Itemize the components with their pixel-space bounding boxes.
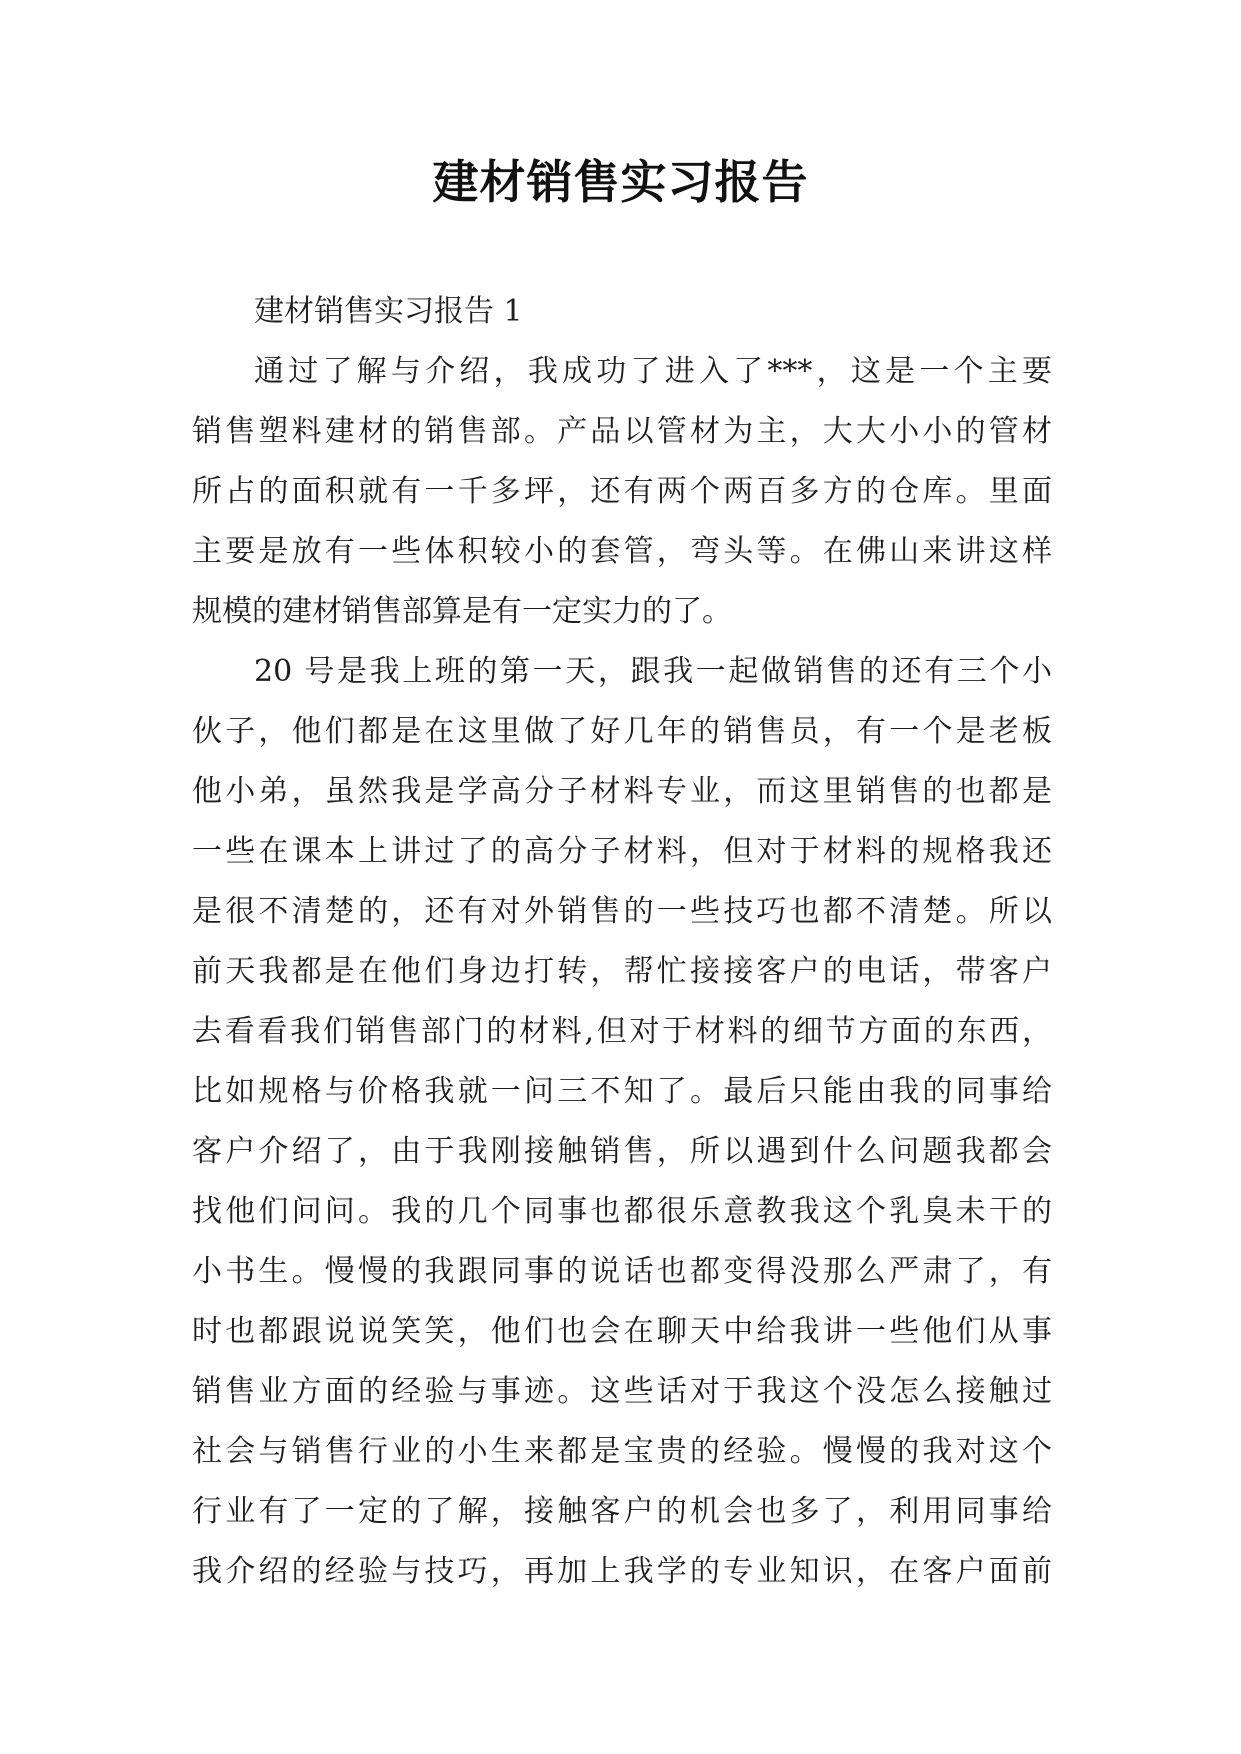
paragraph-line: 客户介绍了，由于我刚接触销售，所以遇到什么问题我都会: [192, 1134, 1052, 1169]
paragraph-line: 规模的建材销售部算是有一定实力的了。: [192, 594, 732, 629]
paragraph-line: 行业有了一定的了解，接触客户的机会也多了，利用同事给: [192, 1494, 1052, 1529]
paragraph-line: 他小弟，虽然我是学高分子材料专业，而这里销售的也都是: [192, 774, 1052, 809]
paragraph-line: 通过了解与介绍，我成功了进入了***，这是一个主要: [254, 354, 1052, 389]
paragraph-line: 销售业方面的经验与事迹。这些话对于我这个没怎么接触过: [192, 1374, 1052, 1409]
paragraph-line: 主要是放有一些体积较小的套管，弯头等。在佛山来讲这样: [192, 534, 1052, 569]
paragraph-line: 时也都跟说说笑笑，他们也会在聊天中给我讲一些他们从事: [192, 1314, 1052, 1349]
paragraph-line: 是很不清楚的，还有对外销售的一些技巧也都不清楚。所以: [192, 894, 1052, 929]
paragraph-line: 一些在课本上讲过了的高分子材料，但对于材料的规格我还: [192, 834, 1052, 869]
document-title: 建材销售实习报告: [432, 155, 809, 209]
document-body: [192, 282, 1052, 1602]
paragraph-line: 伙子，他们都是在这里做了好几年的销售员，有一个是老板: [192, 714, 1052, 749]
paragraph-line: 所占的面积就有一千多坪，还有两个两百多方的仓库。里面: [192, 474, 1052, 509]
paragraph-line: 社会与销售行业的小生来都是宝贵的经验。慢慢的我对这个: [192, 1434, 1052, 1469]
section-heading: 建材销售实习报告 1: [254, 294, 523, 329]
paragraph-line: 去看看我们销售部门的材料,但对于材料的细节方面的东西，: [192, 1014, 1052, 1049]
paragraph-line: 前天我都是在他们身边打转，帮忙接接客户的电话，带客户: [192, 954, 1052, 989]
paragraph-line: 比如规格与价格我就一问三不知了。最后只能由我的同事给: [192, 1074, 1052, 1109]
paragraph-line: 找他们问问。我的几个同事也都很乐意教我这个乳臭未干的: [192, 1194, 1052, 1229]
paragraph-line: 小书生。慢慢的我跟同事的说话也都变得没那么严肃了，有: [192, 1254, 1052, 1289]
paragraph-line: 我介绍的经验与技巧，再加上我学的专业知识，在客户面前: [192, 1554, 1052, 1589]
paragraph-line: 20 号是我上班的第一天，跟我一起做销售的还有三个小: [254, 654, 1052, 689]
paragraph-line: 销售塑料建材的销售部。产品以管材为主，大大小小的管材: [192, 414, 1052, 449]
